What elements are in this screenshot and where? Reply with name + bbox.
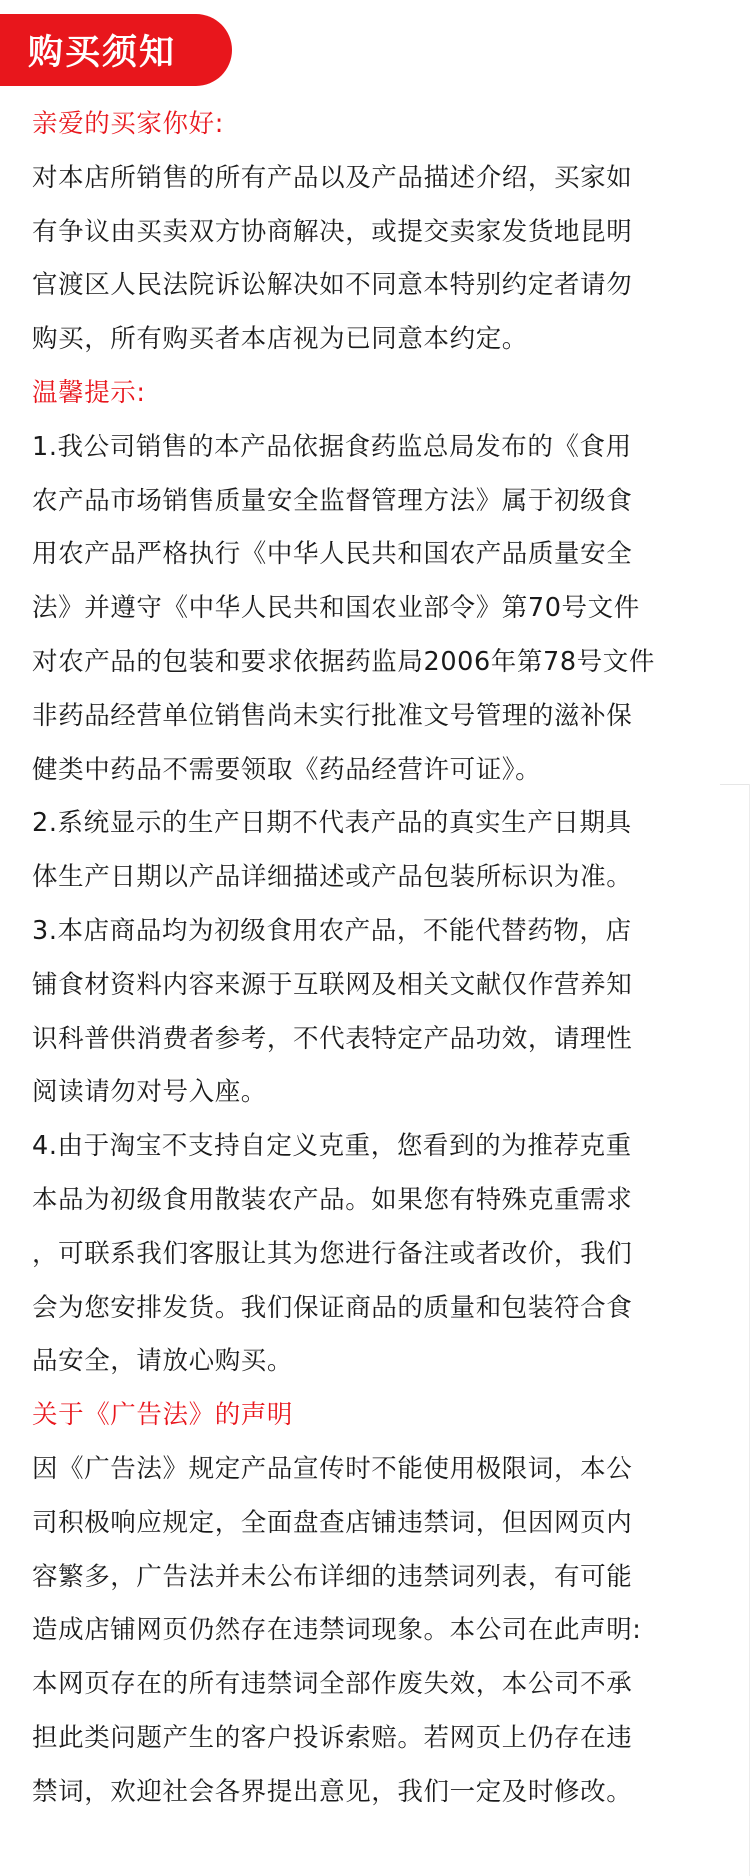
notice-line: 品安全，请放心购买。	[32, 1346, 294, 1377]
notice-line: 购买，所有购买者本店视为已同意本约定。	[32, 324, 528, 355]
notice-line: 2.系统显示的生产日期不代表产品的真实生产日期具	[32, 808, 632, 839]
notice-line: 容繁多，广告法并未公布详细的违禁词列表，有可能	[32, 1561, 633, 1592]
notice-line: 健类中药品不需要领取《药品经营许可证》。	[32, 754, 542, 785]
notice-line: 司积极响应规定，全面盘查店铺违禁词，但因网页内	[32, 1507, 633, 1538]
notice-line: 3.本店商品均为初级食用农产品，不能代替药物，店	[32, 915, 632, 946]
notice-line: 农产品市场销售质量安全监督管理方法》属于初级食	[32, 485, 633, 516]
notice-body	[32, 98, 722, 1820]
page-title: 购买须知	[28, 33, 177, 73]
notice-line: 阅读请勿对号入座。	[32, 1077, 267, 1108]
notice-line: 担此类问题产生的客户投诉索赔。若网页上仍存在违	[32, 1722, 633, 1753]
notice-line: 会为您安排发货。我们保证商品的质量和包装符合食	[32, 1292, 633, 1323]
notice-line: 1.我公司销售的本产品依据食药监总局发布的《食用	[32, 431, 632, 462]
notice-line: 用农产品严格执行《中华人民共和国农产品质量安全	[32, 539, 633, 570]
section-heading: 亲爱的买家你好:	[32, 109, 224, 139]
notice-line: 造成店铺网页仍然存在违禁词现象。本公司在此声明:	[32, 1615, 642, 1646]
notice-line: 因《广告法》规定产品宣传时不能使用极限词，本公	[32, 1453, 633, 1484]
notice-line: 对本店所销售的所有产品以及产品描述介绍，买家如	[32, 162, 633, 193]
notice-line: 4.由于淘宝不支持自定义克重，您看到的为推荐克重	[32, 1131, 632, 1162]
notice-line: 官渡区人民法院诉讼解决如不同意本特别约定者请勿	[32, 270, 633, 301]
notice-line: 识科普供消费者参考，不代表特定产品功效，请理性	[32, 1023, 633, 1054]
notice-line: 法》并遵守《中华人民共和国农业部令》第70号文件	[32, 593, 640, 624]
notice-line: ，可联系我们客服让其为您进行备注或者改价，我们	[32, 1238, 633, 1269]
divider	[720, 784, 750, 785]
section-heading: 关于《广告法》的声明	[32, 1400, 294, 1431]
notice-line: 对农产品的包装和要求依据药监局2006年第78号文件	[32, 646, 655, 677]
notice-line: 体生产日期以产品详细描述或产品包装所标识为准。	[32, 862, 633, 893]
notice-line: 非药品经营单位销售尚未实行批准文号管理的滋补保	[32, 700, 633, 731]
notice-line: 有争议由买卖双方协商解决，或提交卖家发货地昆明	[32, 216, 633, 247]
notice-line: 铺食材资料内容来源于互联网及相关文献仅作营养知	[32, 969, 633, 1000]
section-heading: 温馨提示:	[32, 377, 146, 408]
header-banner	[0, 14, 232, 86]
notice-line: 禁词，欢迎社会各界提出意见，我们一定及时修改。	[32, 1776, 633, 1807]
notice-line: 本网页存在的所有违禁词全部作废失效，本公司不承	[32, 1669, 633, 1700]
notice-line: 本品为初级食用散装农产品。如果您有特殊克重需求	[32, 1184, 633, 1215]
